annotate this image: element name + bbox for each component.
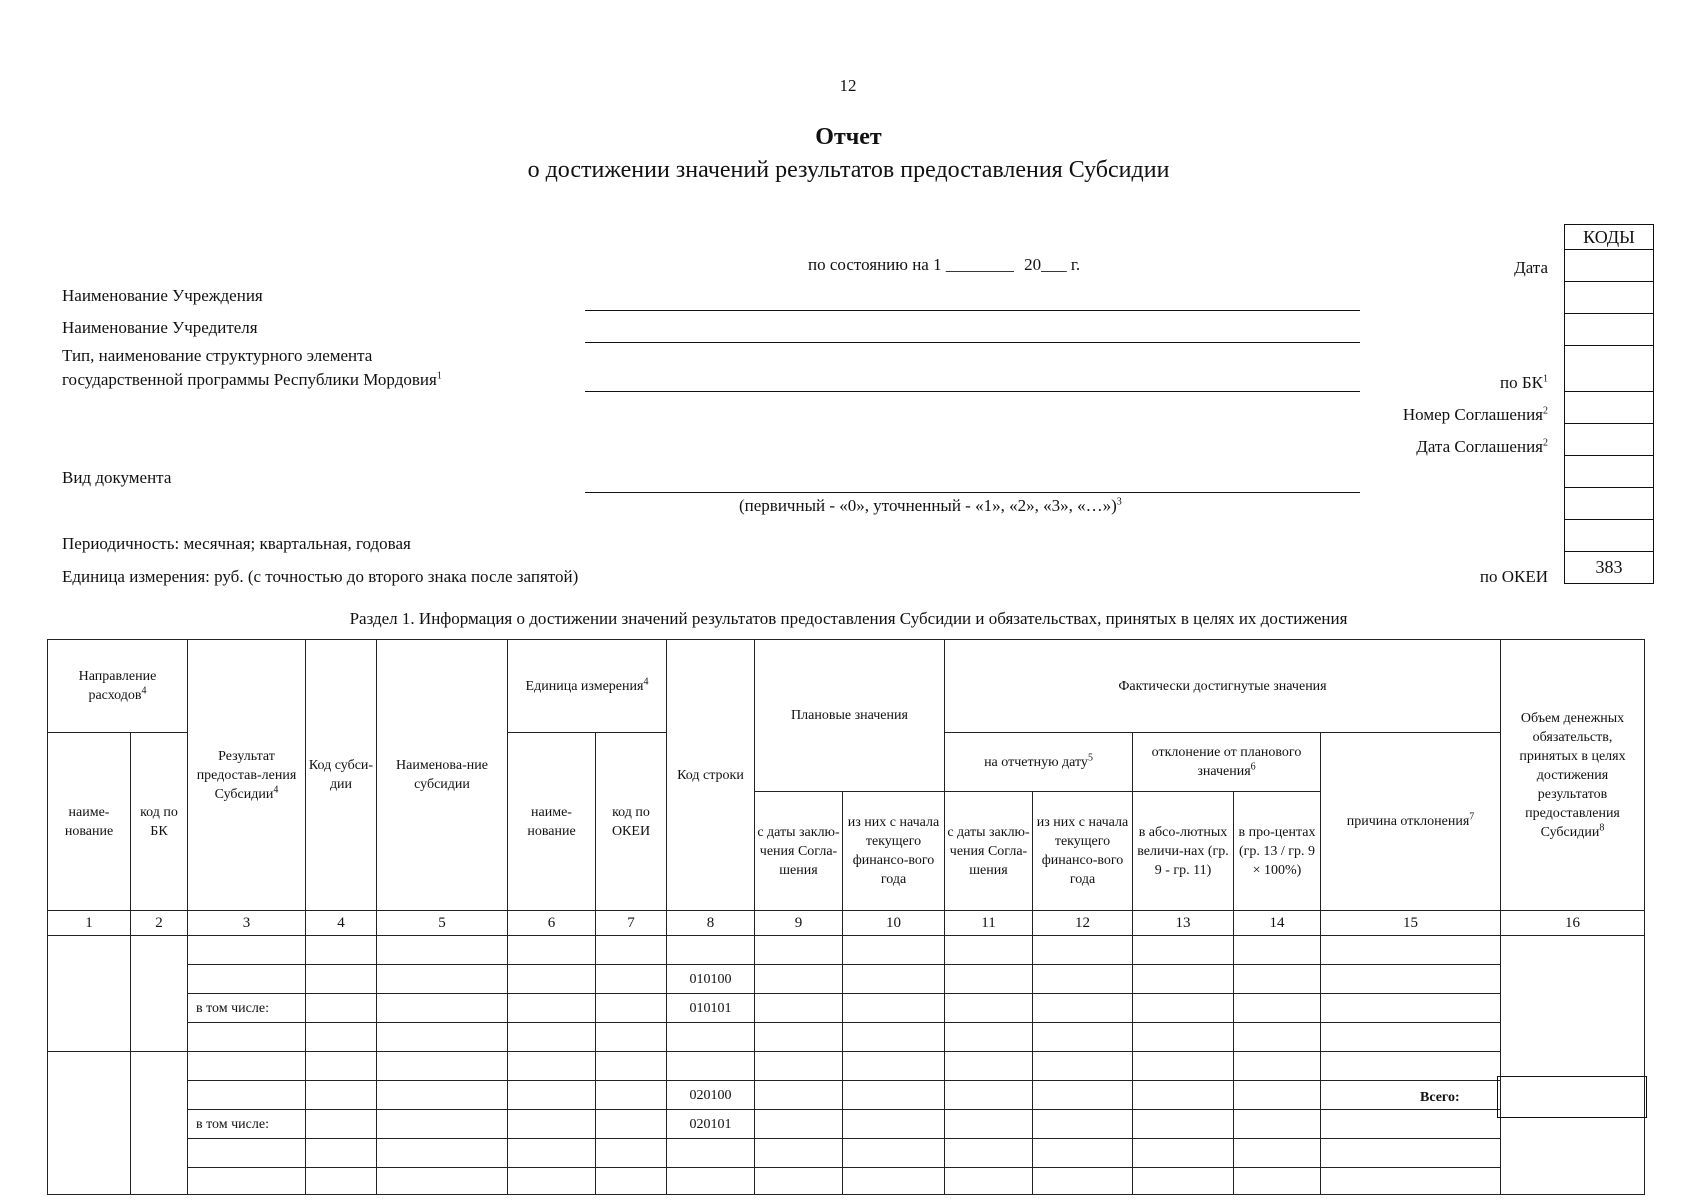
codes-table [1564,224,1654,584]
cell[interactable] [377,936,508,965]
cell[interactable] [755,994,843,1023]
th-reason [1321,733,1501,911]
cell[interactable] [1321,1081,1501,1110]
th-okei-code: код по ОКЕИ [596,733,667,911]
periodicity-label: Периодичность: месячная; квартальная, годовая [62,534,411,553]
table-row [48,965,1645,994]
total-cell[interactable] [1497,1076,1647,1118]
program-label [62,346,442,390]
cell[interactable] [306,994,377,1023]
cell-result[interactable] [188,936,306,965]
cell[interactable] [377,994,508,1023]
cell[interactable] [508,1081,596,1110]
cell[interactable] [755,1052,843,1081]
bk-label-text: по БК [1500,373,1543,392]
col-number: 2 [131,911,188,936]
th-result [188,640,306,911]
th-deviation-text: отклонение от планового значения [1151,745,1302,779]
cell[interactable] [755,936,843,965]
code-cell[interactable] [1565,520,1654,552]
cell [188,1168,306,1195]
agreement-number-text: Номер Соглашения [1402,405,1543,424]
cell[interactable] [1234,1081,1321,1110]
cell[interactable] [945,965,1033,994]
th-fact-from-year: из них с начала текущего финансо-вого года [1033,792,1133,911]
cell[interactable] [667,1139,755,1168]
code-okei-cell: 383 [1565,552,1654,584]
th-reason-note: 7 [1469,811,1475,823]
cell[interactable] [1133,936,1234,965]
th-deviation-note: 6 [1250,761,1256,773]
th-deviation [1133,733,1321,792]
th-direction [48,640,188,733]
cell[interactable] [843,1052,945,1081]
cell[interactable] [596,936,667,965]
cell[interactable] [508,936,596,965]
doc-type-hint [739,496,1122,516]
program-note: 1 [436,370,442,382]
cell[interactable] [1133,965,1234,994]
cell-result[interactable] [188,965,306,994]
th-obligations-text: Объем денежных обязательств, принятых в целях достижения результатов предоставления Субсидии [1519,710,1626,840]
cell[interactable] [1033,936,1133,965]
cell[interactable] [1234,1023,1321,1052]
row-code: 010101 [667,994,755,1023]
cell[interactable] [755,965,843,994]
table-row [48,1052,1645,1081]
th-unit-name: наиме-нование [508,733,596,911]
cell[interactable] [945,1139,1033,1168]
cell[interactable] [377,1081,508,1110]
table-row [48,1110,1645,1139]
as-of-month-blank: ________ [945,255,1014,274]
cell[interactable] [667,1052,755,1081]
col-number: 9 [755,911,843,936]
th-direction-note: 4 [141,685,147,697]
cell[interactable] [508,994,596,1023]
cell[interactable] [306,1052,377,1081]
cell[interactable] [1234,1139,1321,1168]
cell[interactable] [1033,965,1133,994]
col-number: 7 [596,911,667,936]
cell[interactable] [667,936,755,965]
cell[interactable] [1234,965,1321,994]
cell[interactable] [306,1110,377,1139]
cell[interactable] [755,1110,843,1139]
table-row [48,994,1645,1023]
col-number: 11 [945,911,1033,936]
cell[interactable] [508,1052,596,1081]
th-result-note: 4 [273,783,279,795]
including-label: в том числе: [188,1110,306,1139]
date-label: Дата [1514,258,1548,277]
cell[interactable] [508,965,596,994]
row-code: 010100 [667,965,755,994]
unit-label: Единица измерения: руб. (с точностью до второго знака после запятой) [62,567,579,586]
th-row-code: Код строки [667,640,755,911]
code-agreement-date-cell[interactable] [1565,424,1654,456]
cell-direction-name[interactable] [48,1052,131,1195]
cell[interactable] [1133,1023,1234,1052]
code-doc-type-cell[interactable] [1565,488,1654,520]
cell-result[interactable] [188,1023,306,1052]
doc-type-line[interactable] [585,492,1360,493]
cell [508,1168,596,1195]
table-row [48,1081,1645,1110]
col-number: 1 [48,911,131,936]
cell[interactable] [1234,994,1321,1023]
page-number: 12 [839,76,857,95]
cell[interactable] [843,1110,945,1139]
cell[interactable] [945,1081,1033,1110]
th-direction-text: Направление расходов [78,669,157,703]
th-plan-from-agreement: с даты заклю-чения Согла-шения [755,792,843,911]
total-label: Всего: [1420,1090,1460,1105]
cell[interactable] [667,1023,755,1052]
cell [306,1168,377,1195]
cell [1234,1168,1321,1195]
th-reason-text: причина отклонения [1346,814,1470,829]
page-title: Отчет [815,124,882,150]
cell[interactable] [596,1139,667,1168]
cell[interactable] [843,1139,945,1168]
th-obligations [1501,640,1645,911]
as-of-year-blank: ___ [1041,255,1067,274]
cell [1133,1168,1234,1195]
col-number: 5 [377,911,508,936]
cell[interactable] [596,965,667,994]
cell[interactable] [1234,936,1321,965]
cell[interactable] [306,1023,377,1052]
th-unit-note: 4 [643,675,649,687]
cell[interactable] [596,1081,667,1110]
cell[interactable] [306,965,377,994]
code-cell[interactable] [1565,314,1654,346]
cell[interactable] [1033,1052,1133,1081]
th-result-text: Результат предостав-ления Субсидии [196,748,297,802]
code-agreement-number-cell[interactable] [1565,392,1654,424]
cell[interactable] [377,965,508,994]
cell[interactable] [945,936,1033,965]
cell[interactable] [596,1023,667,1052]
as-of-year-prefix: 20 [1024,255,1042,274]
cell[interactable] [1321,1052,1501,1081]
cell[interactable] [945,1052,1033,1081]
cell[interactable] [1321,936,1501,965]
program-label-line1: Тип, наименование структурного элемента [62,346,373,365]
code-cell[interactable] [1565,282,1654,314]
col-number: 12 [1033,911,1133,936]
page-subtitle: о достижении значений результатов предоставления Субсидии [527,157,1170,183]
bk-note: 1 [1543,373,1548,385]
col-number: 6 [508,911,596,936]
row-code: 020101 [667,1110,755,1139]
cell[interactable] [508,1023,596,1052]
cell[interactable] [508,1110,596,1139]
doc-type-label: Вид документа [62,468,172,487]
table-row [48,1168,1645,1195]
okei-label: по ОКЕИ [1479,567,1548,586]
cell [755,1168,843,1195]
cell[interactable] [596,1052,667,1081]
as-of-suffix: г. [1070,255,1081,274]
cell[interactable] [306,1081,377,1110]
agreement-number-label [1403,405,1548,425]
th-bk-code: код по БК [131,733,188,911]
th-unit-text: Единица измерения [525,678,644,694]
cell[interactable] [1033,1081,1133,1110]
th-direction-name: наиме-нование [48,733,131,911]
cell[interactable] [945,1023,1033,1052]
cell[interactable] [1033,1110,1133,1139]
th-on-date-text: на отчетную дату [984,754,1088,770]
results-table [47,639,1645,1195]
cell[interactable] [1321,1139,1501,1168]
th-plan-from-year: из них с начала текущего финансо-вого года [843,792,945,911]
table-row [48,936,1645,965]
program-label-line2 [62,370,442,390]
col-number: 3 [188,911,306,936]
section-title: Раздел 1. Информация о достижении значений результатов предоставления Субсидии и обязательствах, принятых в целях их достижения [349,609,1348,628]
cell[interactable] [377,1110,508,1139]
cell[interactable] [377,1139,508,1168]
institution-line[interactable] [585,310,1360,311]
founder-label: Наименование Учредителя [62,318,258,337]
col-number: 15 [1321,911,1501,936]
cell-obligations[interactable] [1501,936,1645,1195]
cell[interactable] [596,1110,667,1139]
cell[interactable] [755,1023,843,1052]
th-abs: в абсо-лютных величи-нах (гр. 9 - гр. 11) [1133,792,1234,911]
cell[interactable] [1033,994,1133,1023]
agreement-date-note: 2 [1543,437,1548,449]
cell[interactable] [755,1139,843,1168]
th-unit [508,640,667,733]
cell[interactable] [377,1023,508,1052]
cell-result[interactable] [188,1052,306,1081]
cell[interactable] [1133,1081,1234,1110]
cell[interactable] [1033,1023,1133,1052]
founder-line[interactable] [585,342,1360,343]
cell[interactable] [1133,994,1234,1023]
codes-header: КОДЫ [1565,225,1654,250]
cell-result[interactable] [188,1081,306,1110]
cell[interactable] [1321,994,1501,1023]
th-on-date [945,733,1133,792]
table-row [48,1139,1645,1168]
cell[interactable] [1321,965,1501,994]
cell[interactable] [508,1139,596,1168]
cell-result[interactable] [188,1139,306,1168]
cell[interactable] [1133,1052,1234,1081]
cell[interactable] [843,936,945,965]
agreement-date-label [1416,437,1548,457]
cell[interactable] [306,936,377,965]
col-number: 4 [306,911,377,936]
col-number: 8 [667,911,755,936]
cell [843,1168,945,1195]
agreement-number-note: 2 [1543,405,1548,417]
col-number: 10 [843,911,945,936]
th-subsidy-name: Наименова-ние субсидии [377,640,508,911]
cell[interactable] [377,1052,508,1081]
code-date-cell[interactable] [1565,250,1654,282]
cell[interactable] [843,1023,945,1052]
program-label-line2-text: государственной программы Республики Мордовия [62,370,437,389]
cell[interactable] [1133,1110,1234,1139]
col-number: 14 [1234,911,1321,936]
cell [945,1168,1033,1195]
agreement-date-text: Дата Соглашения [1416,437,1543,456]
cell[interactable] [843,994,945,1023]
cell[interactable] [1234,1052,1321,1081]
cell[interactable] [1321,1023,1501,1052]
including-label: в том числе: [188,994,306,1023]
cell [1321,1168,1501,1195]
th-subsidy-code: Код субси-дии [306,640,377,911]
cell[interactable] [945,994,1033,1023]
program-line[interactable] [585,391,1360,392]
cell[interactable] [945,1110,1033,1139]
cell [1033,1168,1133,1195]
cell[interactable] [306,1139,377,1168]
th-actual: Фактически достигнутые значения [945,640,1501,733]
row-code: 020100 [667,1081,755,1110]
cell[interactable] [1321,1110,1501,1139]
cell-bk-code[interactable] [131,936,188,1052]
cell[interactable] [596,994,667,1023]
doc-type-hint-note: 3 [1116,496,1122,508]
col-number: 13 [1133,911,1234,936]
code-bk-cell[interactable] [1565,346,1654,392]
cell[interactable] [1033,1139,1133,1168]
cell[interactable] [843,965,945,994]
code-cell[interactable] [1565,456,1654,488]
cell-direction-name[interactable] [48,936,131,1052]
th-pct: в про-центах (гр. 13 / гр. 9 × 100%) [1234,792,1321,911]
institution-label: Наименование Учреждения [62,286,263,305]
cell [596,1168,667,1195]
doc-type-hint-text: (первичный - «0», уточненный - «1», «2», «3», «…») [739,496,1117,515]
th-planned: Плановые значения [755,640,945,792]
cell[interactable] [843,1081,945,1110]
th-fact-from-agreement: с даты заклю-чения Согла-шения [945,792,1033,911]
col-number: 16 [1501,911,1645,936]
as-of-date [808,255,1080,275]
cell [667,1168,755,1195]
cell[interactable] [1133,1139,1234,1168]
cell [377,1168,508,1195]
th-obligations-note: 8 [1599,821,1605,833]
as-of-prefix: по состоянию на 1 [808,255,942,274]
bk-label [1500,373,1548,393]
cell[interactable] [1234,1110,1321,1139]
table-row [48,1023,1645,1052]
cell-bk-code[interactable] [131,1052,188,1195]
cell[interactable] [755,1081,843,1110]
th-on-date-note: 5 [1087,751,1093,763]
